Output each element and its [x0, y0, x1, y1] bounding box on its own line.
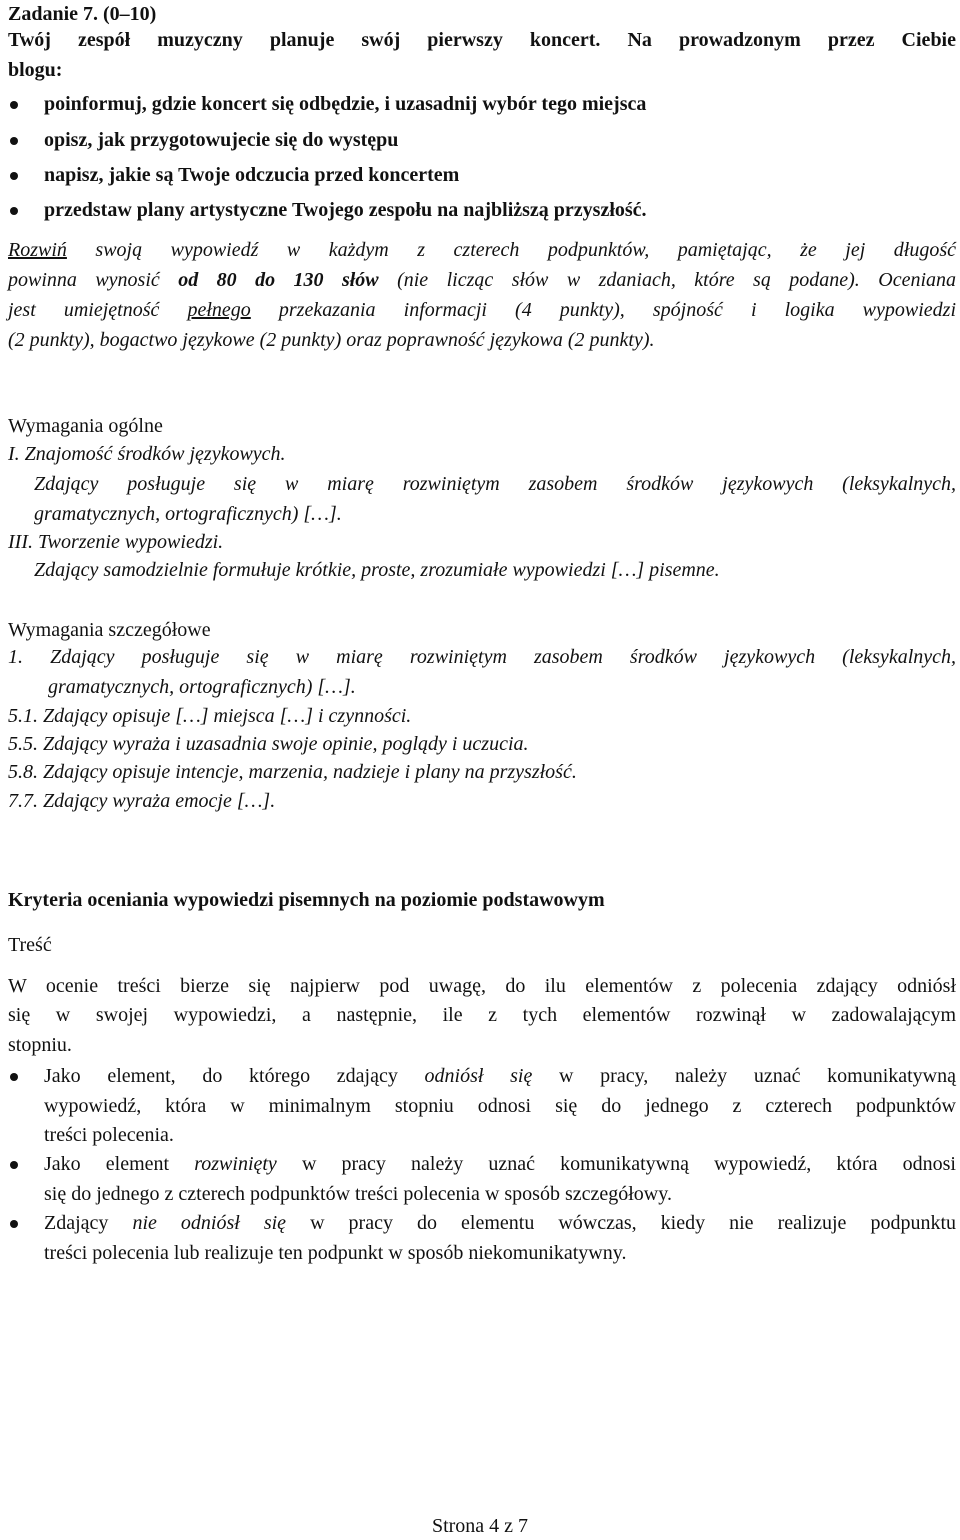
- general-line-5: Zdający samodzielnie formułuje krótkie, proste, zrozumiałe wypowiedzi […] pisemne.: [34, 559, 720, 581]
- instructions-line-1-rest: swoją wypowiedź w każdym z czterech podpunktów, pamiętając, że jej długość: [95, 239, 957, 261]
- detailed-line-4: 5.5. Zdający wyraża i uzasadnia swoje opinie, poglądy i uczucia.: [8, 733, 529, 755]
- criteria-bullet-1-post: w pracy, należy uznać komunikatywną: [559, 1065, 957, 1087]
- detailed-line-6: 7.7. Zdający wyraża emocje […].: [8, 790, 276, 812]
- detailed-line-3: 5.1. Zdający opisuje […] miejsca […] i czynności.: [8, 705, 412, 727]
- task-bullet-2: opisz, jak przygotowujecie się do występu: [44, 129, 399, 151]
- instructions-line-4: (2 punkty), bogactwo językowe (2 punkty) oraz poprawność językowa (2 punkty).: [8, 329, 655, 351]
- detailed-line-5: 5.8. Zdający opisuje intencje, marzenia, nadzieje i plany na przyszłość.: [8, 761, 577, 783]
- criteria-para-line-2: się w swojej wypowiedzi, a następnie, ile z tych elementów rozwinął w zadowalającym: [8, 1004, 956, 1026]
- instructions-line-3-pre: jest umiejętność: [8, 299, 160, 321]
- criteria-bullet-1-line-1: [44, 1062, 956, 1090]
- general-line-1: I. Znajomość środków językowych.: [8, 443, 286, 465]
- task-bullet-3: napisz, jakie są Twoje odczucia przed koncertem: [44, 164, 460, 186]
- criteria-bullet-1-line-2: wypowiedź, która w minimalnym stopniu odnosi się do jednego z czterech podpunktów: [44, 1095, 956, 1117]
- criteria-bullet-1-term: odniósł się: [424, 1065, 533, 1087]
- criteria-bullet-3-line-1: [44, 1209, 956, 1237]
- criteria-para-line-1: W ocenie treści bierze się najpierw pod uwagę, do ilu elementów z polecenia zdający odniósł: [8, 975, 956, 997]
- general-line-3: gramatycznych, ortograficznych) […].: [34, 503, 342, 525]
- instructions-line-1: [8, 236, 956, 264]
- bullet-icon: [10, 1073, 18, 1081]
- task-bullet-4: przedstaw plany artystyczne Twojego zespołu na najbliższą przyszłość.: [44, 199, 647, 221]
- criteria-bullet-1-line-3: treści polecenia.: [44, 1124, 174, 1146]
- word-count-requirement: od 80 do 130 słów: [178, 269, 379, 291]
- instructions-line-2-pre: powinna wynosić: [8, 269, 160, 291]
- detailed-requirements-heading: Wymagania szczegółowe: [8, 619, 211, 641]
- criteria-subheading: Treść: [8, 934, 52, 956]
- instructions-line-2: [8, 266, 956, 294]
- criteria-bullet-1-pre: Jako element, do którego zdający: [44, 1065, 398, 1087]
- instructions-line-2-post: (nie licząc słów w zdaniach, które są podane).: [397, 269, 860, 291]
- criteria-bullet-3-post: w pracy do elementu wówczas, kiedy nie realizuje podpunktu: [310, 1212, 957, 1234]
- general-requirements-heading: Wymagania ogólne: [8, 415, 163, 437]
- general-line-2: Zdający posługuje się w miarę rozwiniętym zasobem środków językowych (leksykalnych,: [34, 473, 956, 495]
- criteria-bullet-2-pre: Jako element: [44, 1153, 170, 1175]
- bullet-icon: [10, 1220, 18, 1228]
- instructions-underlined-word: pełnego: [187, 299, 251, 321]
- criteria-bullet-3-pre: Zdający: [44, 1212, 109, 1234]
- task-bullet-1: poinformuj, gdzie koncert się odbędzie, i uzasadnij wybór tego miejsca: [44, 93, 647, 115]
- criteria-bullet-3-line-2: treści polecenia lub realizuje ten podpunkt w sposób niekomunikatywny.: [44, 1242, 627, 1264]
- instructions-line-3-post: przekazania informacji (4 punkty), spójność i logika wypowiedzi: [278, 299, 957, 321]
- instructions-rozwin: Rozwiń: [8, 239, 67, 261]
- instructions-line-3: [8, 296, 956, 324]
- bullet-icon: [10, 137, 18, 145]
- criteria-heading: Kryteria oceniania wypowiedzi pisemnych na poziomie podstawowym: [8, 889, 605, 911]
- criteria-bullet-2-line-2: się do jednego z czterech podpunktów treści polecenia w sposób szczegółowy.: [44, 1183, 672, 1205]
- task-intro-line-1: Twój zespół muzyczny planuje swój pierwszy koncert. Na prowadzonym przez Ciebie: [8, 29, 956, 51]
- criteria-bullet-3-term: nie odniósł się: [132, 1212, 287, 1234]
- criteria-bullet-2-post: w pracy należy uznać komunikatywną wypowiedź, która odnosi: [301, 1153, 956, 1175]
- detailed-line-2: gramatycznych, ortograficznych) […].: [48, 676, 356, 698]
- detailed-line-1: 1. Zdający posługuje się w miarę rozwiniętym zasobem środków językowych (leksykalnych,: [8, 646, 956, 668]
- criteria-bullet-2-line-1: [44, 1150, 956, 1178]
- instructions-line-2-tail: Oceniana: [878, 269, 957, 291]
- bullet-icon: [10, 101, 18, 109]
- task-title: Zadanie 7. (0–10): [8, 3, 157, 25]
- page-number: Strona 4 z 7: [431, 1515, 529, 1537]
- bullet-icon: [10, 207, 18, 215]
- criteria-bullet-2-term: rozwinięty: [194, 1153, 277, 1175]
- criteria-para-line-3: stopniu.: [8, 1034, 72, 1056]
- bullet-icon: [10, 172, 18, 180]
- task-intro-line-2: blogu:: [8, 59, 63, 81]
- bullet-icon: [10, 1161, 18, 1169]
- general-line-4: III. Tworzenie wypowiedzi.: [8, 531, 224, 553]
